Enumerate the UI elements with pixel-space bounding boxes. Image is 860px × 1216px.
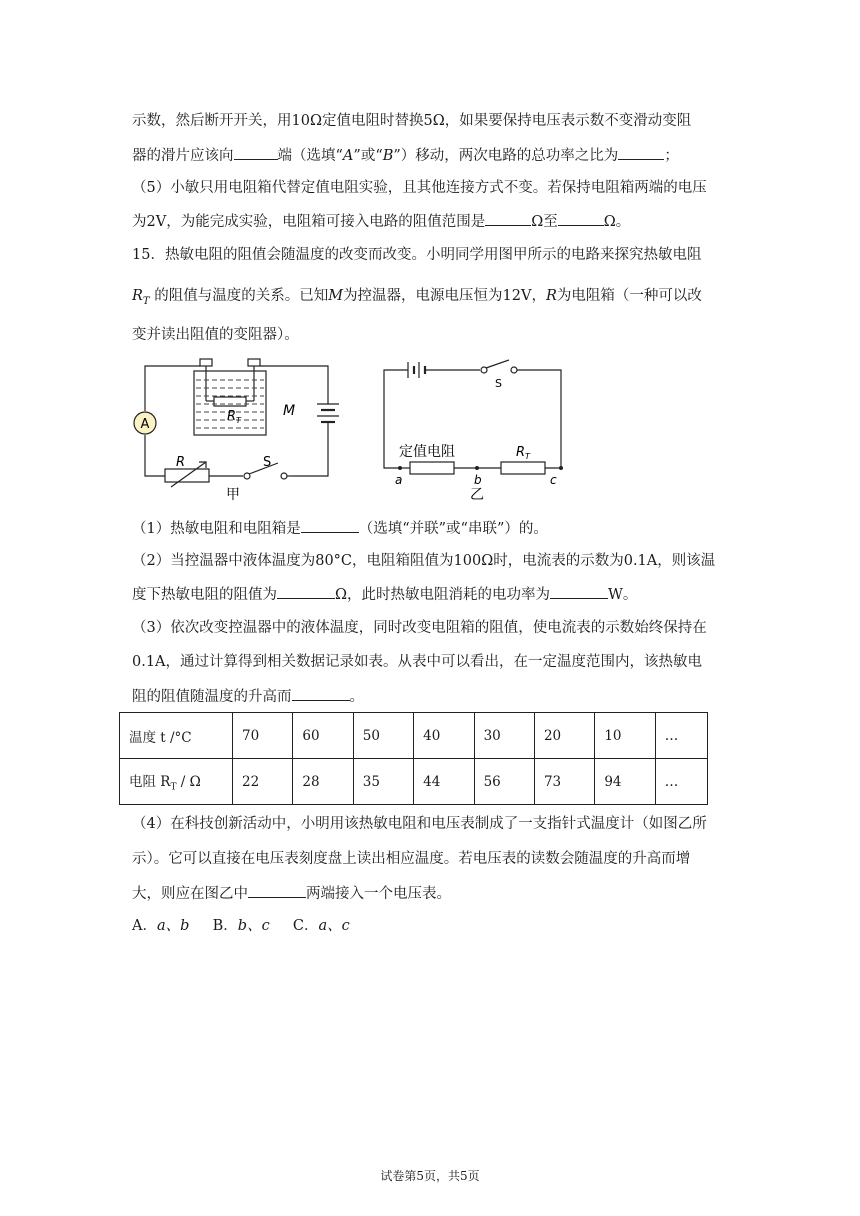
table-cell: …: [655, 759, 707, 805]
text: （1）热敏电阻和电阻箱是: [132, 521, 301, 537]
table-cell: 60: [293, 713, 353, 759]
text: Ω，此时热敏电阻消耗的电功率为: [335, 587, 551, 603]
text: 。: [349, 689, 364, 705]
text: ”）移动，两次电路的总功率之比为: [393, 148, 619, 164]
answer-blank[interactable]: [301, 518, 359, 533]
option-text: a、c: [318, 918, 350, 934]
sub-question-2-line-2: [132, 584, 637, 605]
sub-question-1: [132, 518, 548, 539]
sub-question-3-line-3: [132, 686, 364, 707]
table-cell: 28: [293, 759, 353, 805]
switch-label: S: [263, 455, 272, 470]
circuit-diagram-yi: [380, 356, 570, 506]
question-15-line-3: 变并读出阻值的变阻器）。: [132, 327, 299, 343]
table-cell: 94: [595, 759, 655, 805]
option-label: C．: [292, 918, 319, 934]
text-line-3: （5）小敏只用电阻箱代替定值电阻实验，且其他连接方式不变。若保持电阻箱两端的电压: [132, 180, 707, 196]
text: 为控温器，电源电压恒为12V，: [343, 288, 546, 304]
option-a[interactable]: [132, 918, 189, 934]
text-line-4: [132, 211, 630, 232]
table-cell: 10: [595, 713, 655, 759]
answer-blank[interactable]: [234, 145, 278, 160]
table-cell: 44: [414, 759, 474, 805]
text: Ω至: [531, 214, 558, 230]
table-cell: 73: [534, 759, 594, 805]
text: Ω。: [603, 214, 631, 230]
text: 电阻 R: [129, 774, 171, 791]
sub-question-4-line-2: 示）。它可以直接在电压表刻度盘上读出相应温度。若电压表的读数会随温度的升高而增: [132, 851, 691, 867]
page-footer: 试卷第5页，共5页: [380, 1169, 480, 1183]
table-cell: 20: [534, 713, 594, 759]
point-a-label: a: [395, 473, 403, 487]
text: 两端接入一个电压表。: [306, 886, 451, 902]
answer-blank[interactable]: [618, 145, 664, 160]
text: 的阻值与温度的关系。已知: [149, 288, 329, 304]
circuit-diagram-jia: [128, 356, 338, 503]
answer-blank[interactable]: [248, 883, 306, 898]
text: 端（选填“: [277, 148, 343, 164]
option-label: A．: [132, 918, 157, 934]
table-row: [120, 759, 708, 805]
answer-blank[interactable]: [277, 584, 335, 599]
var-m: M: [328, 288, 344, 304]
text: 度下热敏电阻的阻值为: [132, 587, 277, 603]
option-text: a、b: [156, 918, 190, 934]
ammeter-label: A: [140, 417, 150, 432]
table-cell: 70: [233, 713, 293, 759]
point-c-label: c: [550, 473, 557, 487]
sub-question-3-line-2: 0.1A，通过计算得到相关数据记录如表。从表中可以看出，在一定温度范围内，该热敏电: [132, 654, 703, 670]
table-cell: 50: [353, 713, 413, 759]
data-table: [119, 712, 708, 805]
table-cell: 35: [353, 759, 413, 805]
option-letter: A: [342, 148, 354, 164]
var-r: R: [132, 288, 143, 304]
text: 器的滑片应该向: [132, 148, 234, 164]
table-cell: 40: [414, 713, 474, 759]
subscript: T: [142, 295, 150, 307]
thermistor-label: $R_T$: [516, 445, 530, 461]
question-15-line-2: [132, 286, 702, 312]
text-line-1: 示数，然后断开开关，用10Ω定值电阻时替换5Ω，如果要保持电压表示数不变滑动变阻: [132, 113, 692, 129]
option-b[interactable]: [213, 918, 270, 934]
answer-blank[interactable]: [485, 211, 531, 226]
figure-caption-jia: 甲: [226, 487, 240, 503]
text: 大，则应在图乙中: [132, 886, 248, 902]
text-line-2: [132, 145, 679, 166]
switch-label: S: [495, 377, 502, 390]
text: 阻的阻值随温度的升高而: [132, 689, 292, 705]
question-15-line-1: 15．热敏电阻的阻值会随温度的改变而改变。小明同学用图甲所示的电路来探究热敏电阻: [132, 247, 702, 263]
option-c[interactable]: [293, 918, 350, 934]
answer-blank[interactable]: [558, 211, 604, 226]
option-text: b、c: [237, 918, 270, 934]
table-header-resistance: [120, 759, 233, 805]
option-letter: B: [382, 148, 394, 164]
fixed-resistor-label: 定值电阻: [399, 444, 455, 460]
var-r: R: [545, 288, 557, 304]
sub-question-2-line-1: （2）当控温器中液体温度为80°C，电阻箱阻值为100Ω时，电流表的示数为0.1A，则该温: [132, 553, 716, 569]
text: 为2V，为能完成实验，电阻箱可接入电路的阻值范围是: [132, 214, 486, 230]
table-cell: 56: [474, 759, 534, 805]
text: 为电阻箱（一种可以改: [556, 288, 702, 304]
text: ；: [664, 148, 679, 164]
text: （选填“并联”或“串联”）的。: [358, 521, 548, 537]
sub-question-4-line-1: （4）在科技创新活动中，小明用该热敏电阻和电压表制成了一支指针式温度计（如图乙所: [132, 816, 707, 832]
table-header-temperature: 温度 t /°C: [120, 713, 233, 759]
resistance-box-label: R: [176, 455, 186, 470]
text: / Ω: [176, 774, 201, 791]
controller-label: M: [283, 403, 296, 419]
text: ”或“: [353, 148, 383, 164]
table-row: [120, 713, 708, 759]
table-cell: …: [655, 713, 707, 759]
answer-blank[interactable]: [550, 584, 608, 599]
thermistor-label: $R_T$: [227, 409, 241, 425]
answer-blank[interactable]: [292, 686, 350, 701]
answer-options: [132, 916, 350, 936]
table-cell: 30: [474, 713, 534, 759]
sub-question-3-line-1: （3）依次改变控温器中的液体温度，同时改变电阻箱的阻值，使电流表的示数始终保持在: [132, 620, 707, 636]
figure-caption-yi: 乙: [470, 487, 484, 503]
text: W。: [608, 587, 638, 603]
table-cell: 22: [233, 759, 293, 805]
subscript: T: [170, 782, 177, 793]
sub-question-4-line-3: [132, 883, 451, 904]
point-b-label: b: [474, 473, 482, 487]
option-label: B．: [212, 918, 238, 934]
